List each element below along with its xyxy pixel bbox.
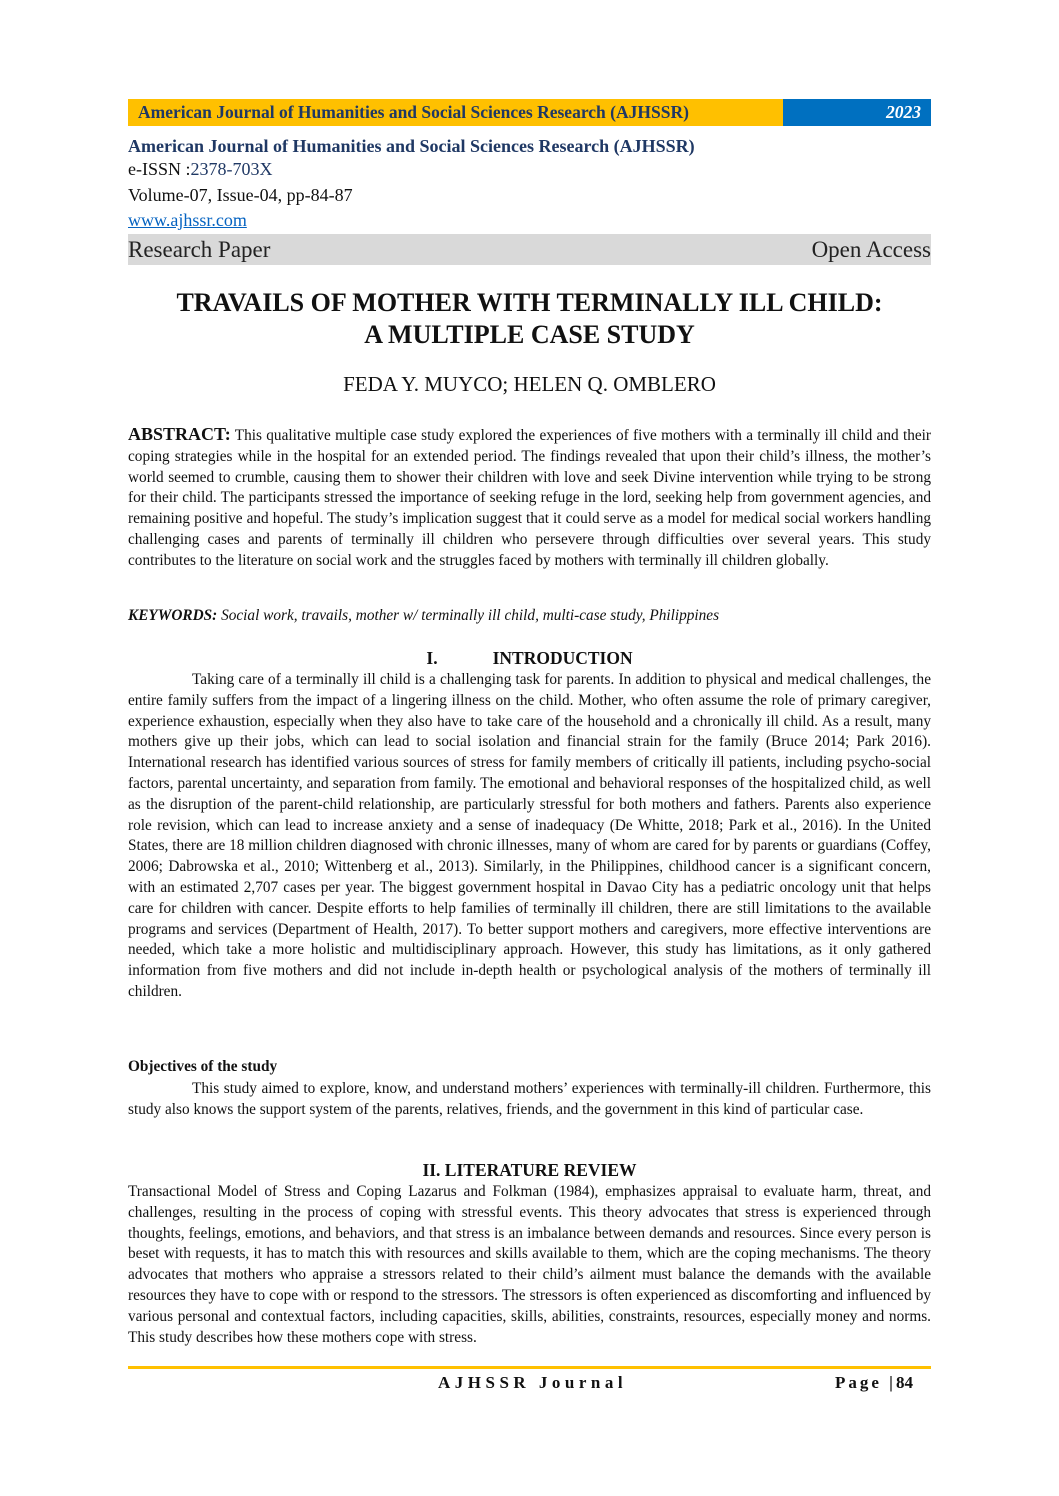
journal-name: American Journal of Humanities and Social Sciences Research (AJHSSR) [128, 136, 695, 156]
footer-page-number: 84 [895, 1373, 913, 1392]
issn-label: e-ISSN : [128, 159, 191, 179]
section-title: INTRODUCTION [492, 648, 633, 668]
paper-title-line2: A MULTIPLE CASE STUDY [364, 320, 695, 349]
issn-value: 2378-703X [190, 159, 273, 179]
objectives-heading: Objectives of the study [128, 1058, 278, 1075]
journal-header-year: 2023 [783, 99, 931, 126]
abstract-text: This qualitative multiple case study explored the experiences of five mothers with a terminally ill child and their coping strategies while in the hospital for an extended period. The findings revealed that upon their child’s illness, the mother’s world seemed to crumble, causing them to shower their children with love and seek Divine intervention while trying to be strong for their child. The participants stressed the importance of seeking refuge in the lord, seeking help from government agencies, and remaining positive and hopeful. The study’s implication suggest that it could serve as a model for medical social workers handling challenging cases and parents of terminally ill children who persevere through difficulties over several years. This study contributes to the literature on social work and the struggles faced by mothers with terminally ill children globally. [128, 427, 931, 569]
literature-paragraph: Transactional Model of Stress and Coping Lazarus and Folkman (1984), emphasizes appraisal to evaluate harm, threat, and challenges, resulting in the process of coping with stressful events. This theory advocates that stress is experienced through thoughts, feelings, emotions, and behaviors, and that stress is an imbalance between demands and resources. Since every person is beset with requests, it has to match this with resources and skills available to them, which are the coping mechanisms. The theory advocates that mothers who appraise a stressors related to their child’s ailment must balance the demands with the available resources they have to cope with or respond to the stressors. The stressors is often experienced as discomforting and influenced by various personal and contextual factors, including capacities, skills, abilities, constraints, resources, especially money and norms. This study describes how these mothers cope with stress. [128, 1183, 931, 1346]
keywords-label: KEYWORDS: [128, 607, 218, 624]
paper-type: Research Paper [128, 237, 271, 262]
section-number: I. [426, 648, 438, 668]
journal-header-bar [128, 99, 931, 126]
issn [128, 159, 273, 180]
abstract-label: ABSTRACT: [128, 424, 231, 444]
authors: FEDA Y. MUYCO; HELEN Q. OMBLERO [343, 372, 716, 396]
footer-page [835, 1373, 913, 1393]
footer-page-label: Page | [835, 1373, 896, 1392]
paper-title [128, 287, 931, 351]
journal-header-title: American Journal of Humanities and Social Sciences Research (AJHSSR) [128, 99, 783, 126]
keywords-text: Social work, travails, mother w/ terminally ill child, multi-case study, Philippines [221, 607, 720, 624]
objectives-paragraph: This study aimed to explore, know, and understand mothers’ experiences with terminally-ill children. Furthermore, this study also knows the support system of the parents, relatives, friends, and the government in this kind of particular case. [128, 1080, 931, 1118]
introduction-paragraph: Taking care of a terminally ill child is a challenging task for parents. In addition to physical and medical challenges, the entire family suffers from the impact of a lingering illness on the child. Mother, who often assume the role of primary caregiver, experience exhaustion, especially when they also have to take care of the household and a chronically ill child. As a result, many mothers give up their jobs, which can lead to social isolation and financial strain for the family (Bruce 2014; Park 2016). International research has identified various sources of stress for family members of critically ill patients, including psycho-social factors, parental uncertainty, and separation from family. The emotional and behavioral responses of the hospitalized child, as well as the disruption of the parent-child relationship, are particularly stressful for both mothers and fathers. Parents also experience role revision, which can lead to increase anxiety and a sense of inadequacy (De Whitte, 2018; Park et al., 2016). In the United States, there are 18 million children diagnosed with chronic illnesses, many of whom are cared for by parents or guardians (Coffey, 2006; Dabrowska et al., 2010; Wittenberg et al., 2013). Similarly, in the Philippines, childhood cancer is a significant concern, with an estimated 2,707 cases per year. The biggest government hospital in Davao City has a pediatric oncology unit that helps care for children with cancer. Despite efforts to help families of terminally ill children, there are still limitations to the available programs and services (Department of Health, 2017). To better support mothers and caregivers, more effective interventions are needed, which take a more holistic and multidisciplinary approach. However, this study has limitations, as it only gathered information from five mothers and did not include in-depth health or psychological analysis of the mothers of terminally ill children. [128, 671, 931, 1000]
footer-journal: AJHSSR Journal [438, 1373, 628, 1392]
keywords [128, 607, 931, 625]
section-heading-introduction [128, 648, 931, 669]
paper-type-bar [128, 234, 931, 265]
volume-issue: Volume-07, Issue-04, pp-84-87 [128, 185, 353, 205]
paper-title-line1: TRAVAILS OF MOTHER WITH TERMINALLY ILL CHILD: [176, 288, 883, 317]
section-heading-literature: II. LITERATURE REVIEW [422, 1160, 637, 1180]
access-type: Open Access [811, 237, 931, 262]
footer-rule [128, 1366, 931, 1369]
abstract [128, 424, 931, 572]
journal-website-link[interactable]: www.ajhssr.com [128, 210, 247, 230]
